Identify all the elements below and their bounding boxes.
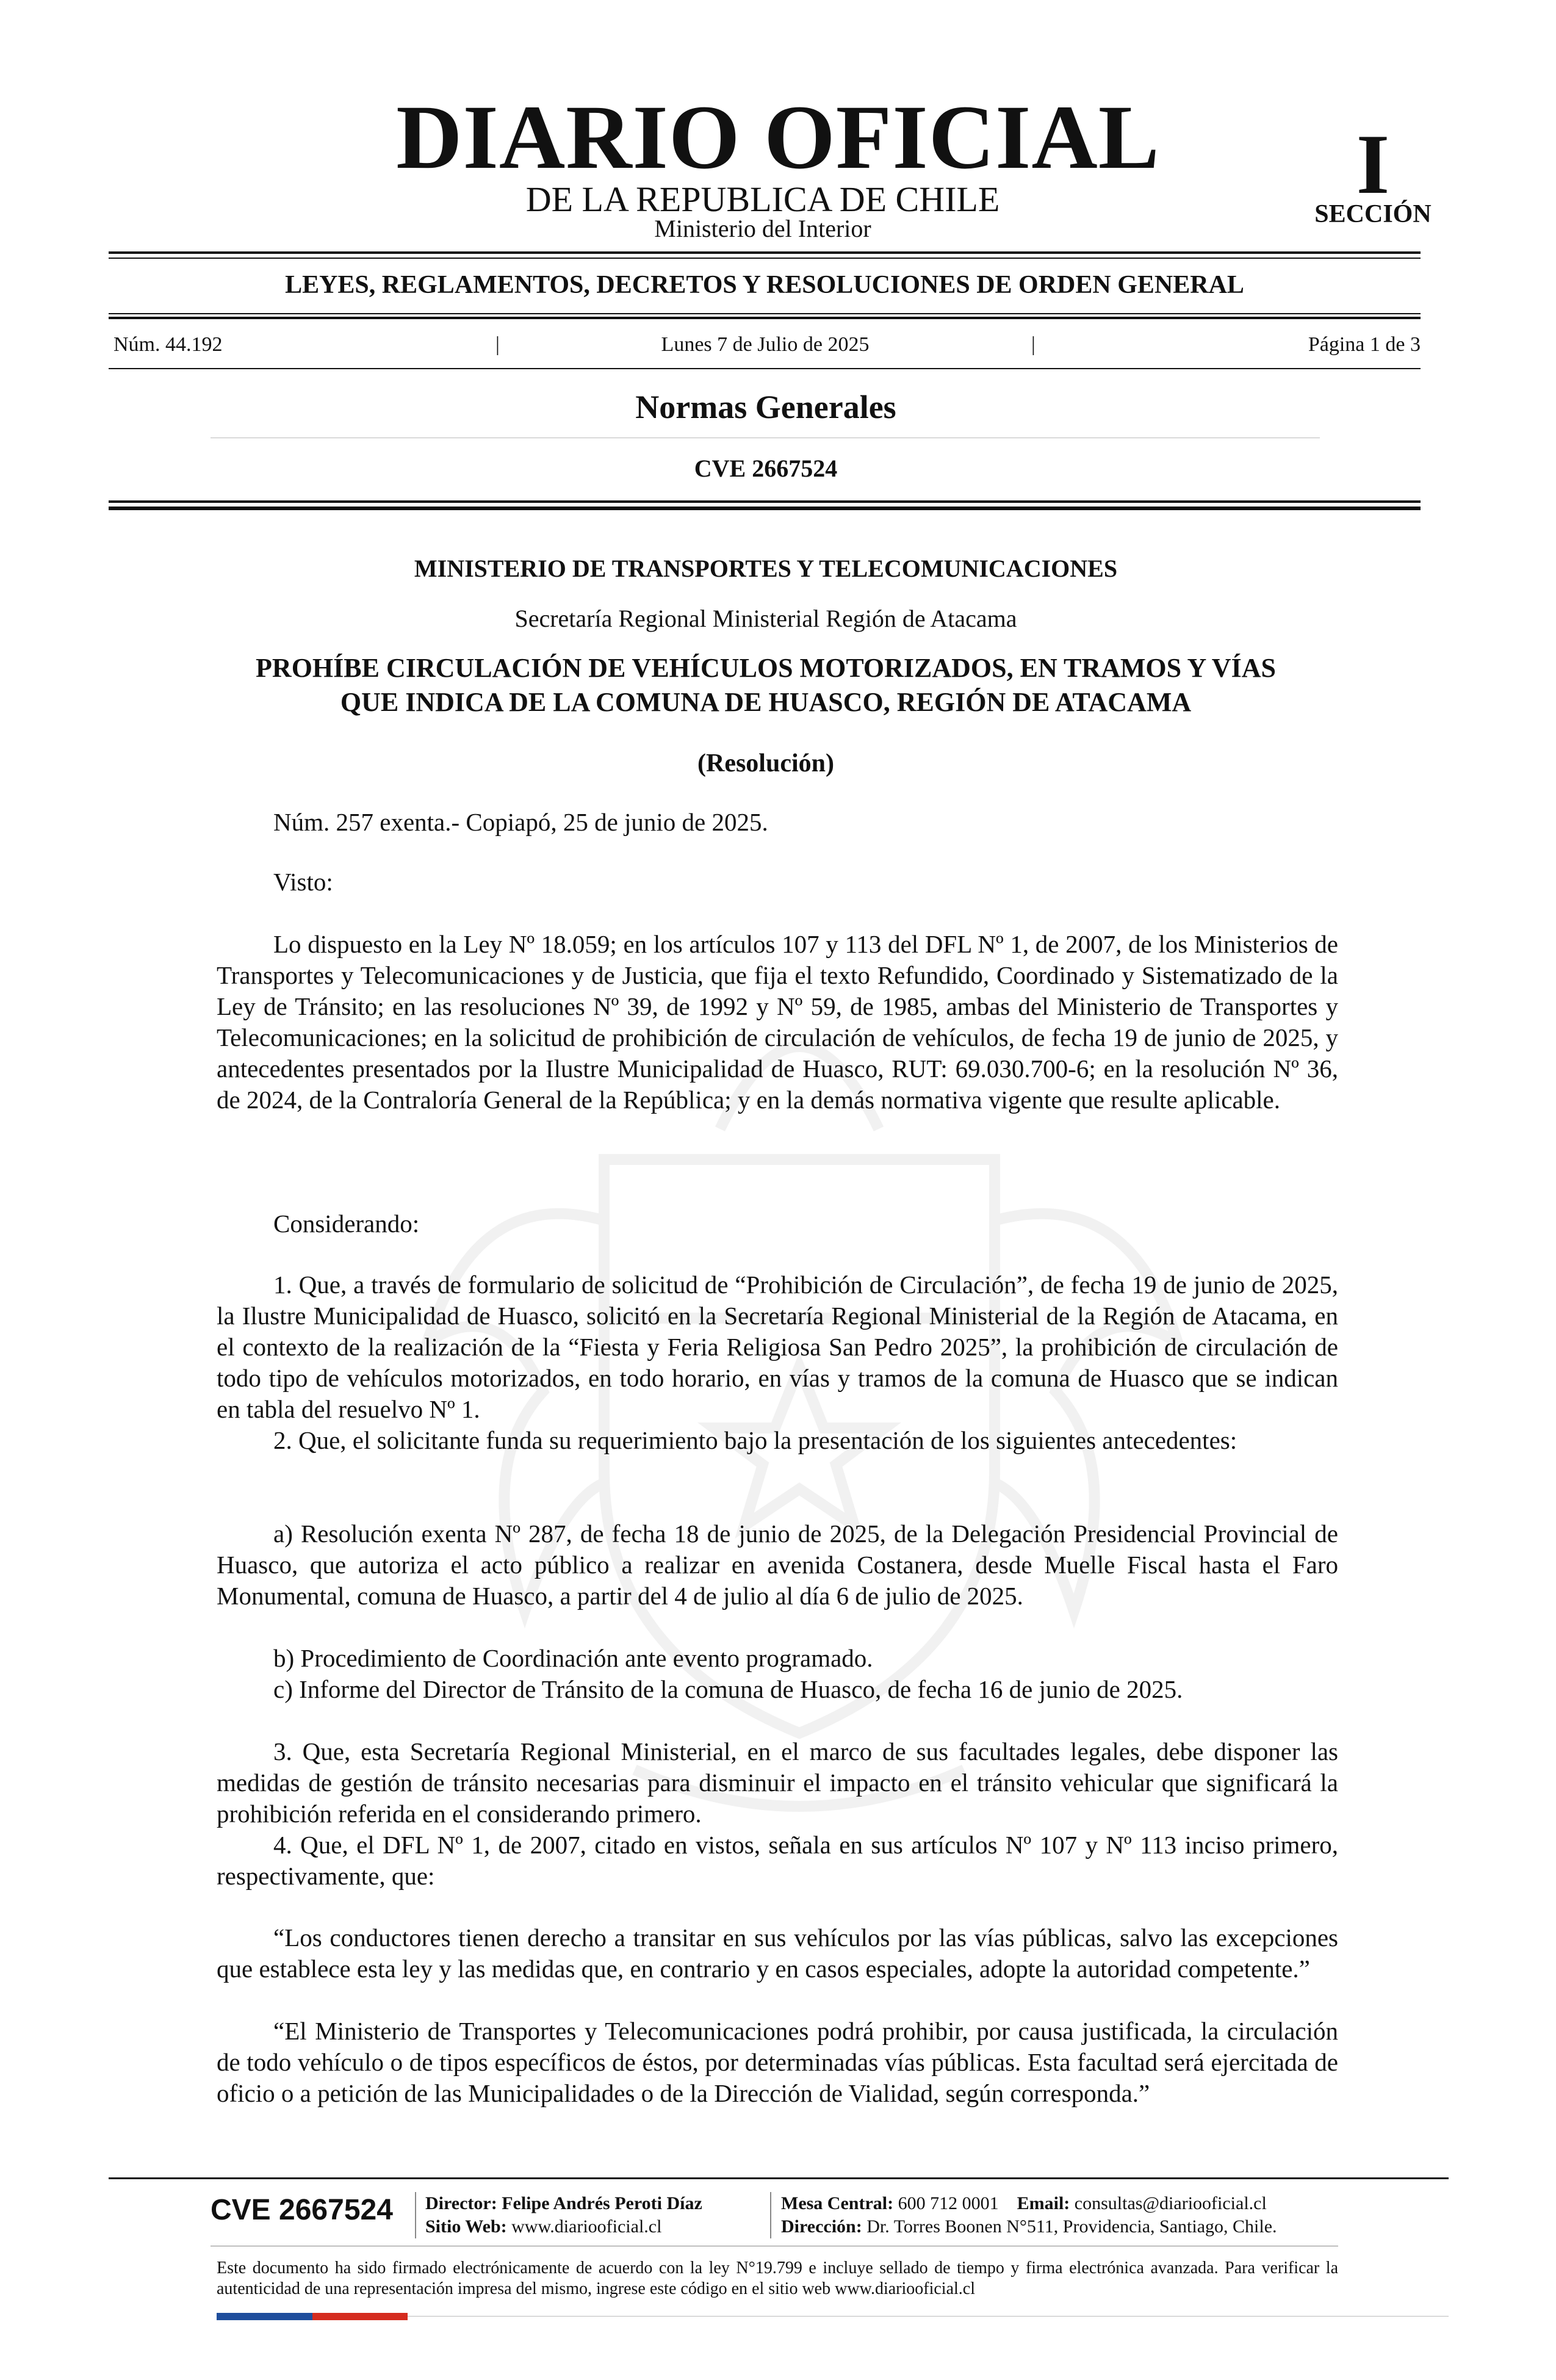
considerando-2a: a) Resolución exenta Nº 287, de fecha 18 de junio de 2025, de la Delegación Presidencial Provincial de Huasco, que autoriza el acto público a realizar en avenida Costanera, desde Muelle Fiscal hasta el Faro Monumental, comuna de Huasco, a partir del 4 de julio al día 6 de julio de 2025.	[217, 1520, 1338, 1610]
issue-page: Página 1 de 3	[1308, 333, 1421, 356]
considerando-label: Considerando:	[273, 1210, 420, 1238]
document-title: QUE INDICA DE LA COMUNA DE HUASCO, REGIÓN DE ATACAMA	[340, 687, 1192, 717]
footer-contact-right	[781, 2192, 1277, 2238]
visto-paragraph: Lo dispuesto en la Ley Nº 18.059; en los artículos 107 y 113 del DFL Nº 1, de 2007, de los Ministerios de Transportes y Telecomunicaciones y de Justicia, que fija el texto Refundido, Coordinado y Sistematizado de la Ley de Tránsito; en las resoluciones Nº 39, de 1992 y Nº 59, de 1985, ambas del Ministerio de Transportes y Telecomunicaciones; en la solicitud de prohibición de circulación de vehículos, de fecha 19 de junio de 2025, y antecedentes presentados por la Ilustre Municipalidad de Huasco, RUT: 69.030.700-6; en la resolución Nº 36, de 2024, de la Contraloría General de la República; y en la demás normativa vigente que resulte aplicable.	[217, 930, 1338, 1114]
footer-legal-notice: Este documento ha sido firmado electrónicamente de acuerdo con la ley N°19.799 e incluye sellado de tiempo y firma electrónica avanzada. Para verificar la autenticidad de una representación impresa del mismo, ingrese este código en el sitio web www.diariooficial.cl	[217, 2259, 1338, 2298]
header-rule	[109, 317, 1421, 319]
footer-cve-code: CVE 2667524	[211, 2194, 393, 2226]
document-type: (Resolución)	[697, 749, 834, 777]
issue-rule	[109, 368, 1421, 369]
footer-separator	[770, 2192, 771, 2238]
visto-label: Visto:	[273, 868, 333, 896]
director-label: Director:	[425, 2193, 497, 2213]
flag-color-bar	[217, 2313, 408, 2320]
issue-separator: |	[1031, 333, 1036, 356]
email-link[interactable]: consultas@diariooficial.cl	[1074, 2193, 1267, 2213]
considerando-1: 1. Que, a través de formulario de solicitud de “Prohibición de Circulación”, de fecha 19 de junio de 2025, la Ilustre Municipalidad de Huasco, solicitó en la Secretaría Regional Ministerial de la Región de Atacama, en el contexto de la realización de la “Fiesta y Feria Religiosa San Pedro 2025”, la prohibición de circulación de todo tipo de vehículos motorizados, en todo horario, en vías y tramos de la comuna de Huasco que se indican en tabla del resuelvo Nº 1.	[217, 1271, 1338, 1423]
phone-label: Mesa Central:	[781, 2193, 894, 2213]
footer-rule	[408, 2316, 1449, 2317]
considerando-2: 2. Que, el solicitante funda su requerimiento bajo la presentación de los siguientes antecedentes:	[273, 1426, 1237, 1454]
section-label: SECCIÓN	[1314, 200, 1432, 228]
footer-contact-left	[425, 2192, 702, 2238]
issuing-ministry: MINISTERIO DE TRANSPORTES Y TELECOMUNICACIONES	[414, 555, 1118, 582]
section-heading: LEYES, REGLAMENTOS, DECRETOS Y RESOLUCIONES DE ORDEN GENERAL	[285, 271, 1244, 299]
masthead-subtitle: DE LA REPUBLICA DE CHILE	[525, 179, 1000, 219]
issue-separator: |	[495, 333, 500, 356]
website-label: Sitio Web:	[425, 2216, 507, 2237]
document-title: PROHÍBE CIRCULACIÓN DE VEHÍCULOS MOTORIZADOS, EN TRAMOS Y VÍAS	[256, 653, 1276, 683]
issuing-secretaria: Secretaría Regional Ministerial Región de Atacama	[514, 605, 1017, 632]
category-heading: Normas Generales	[635, 389, 896, 425]
quote-article-113: “El Ministerio de Transportes y Telecomunicaciones podrá prohibir, por causa justificada, la circulación de todo vehículo o de tipos específicos de éstos, por determinadas vías públicas. Esta facultad será ejercitada de oficio o a petición de las Municipalidades o de la Dirección de Vialidad, según corresponda.”	[217, 2017, 1338, 2107]
considerando-2c: c) Informe del Director de Tránsito de la comuna de Huasco, de fecha 16 de junio de 2025.	[273, 1675, 1183, 1703]
masthead-ministry: Ministerio del Interior	[654, 215, 871, 242]
flag-blue-segment	[217, 2313, 312, 2320]
website-link[interactable]: www.diariooficial.cl	[511, 2216, 662, 2237]
phone-value: 600 712 0001	[898, 2193, 999, 2213]
cve-code: CVE 2667524	[694, 455, 838, 482]
header-rule	[109, 258, 1421, 259]
masthead-title: DIARIO OFICIAL	[396, 87, 1160, 188]
cve-rule	[109, 507, 1421, 510]
issue-number: Núm. 44.192	[113, 333, 223, 356]
considerando-3: 3. Que, esta Secretaría Regional Ministerial, en el marco de sus facultades legales, debe disponer las medidas de gestión de tránsito necesarias para disminuir el impacto en el tránsito vehicular que significará la prohibición referida en el considerando primero.	[217, 1737, 1338, 1828]
considerando-2b: b) Procedimiento de Coordinación ante evento programado.	[273, 1644, 873, 1672]
resolution-number: Núm. 257 exenta.- Copiapó, 25 de junio de 2025.	[273, 808, 768, 836]
cve-rule	[109, 500, 1421, 503]
email-label: Email:	[1017, 2193, 1070, 2213]
section-numeral: I	[1356, 117, 1390, 212]
footer-rule	[109, 2177, 1449, 2179]
address-label: Dirección:	[781, 2216, 862, 2237]
quote-article-107: “Los conductores tienen derecho a transitar en sus vehículos por las vías públicas, salvo las excepciones que establece esta ley y las medidas que, en contrario y en casos especiales, adopte la autoridad competente.”	[217, 1924, 1338, 1983]
considerando-4: 4. Que, el DFL Nº 1, de 2007, citado en vistos, señala en sus artículos Nº 107 y Nº 113 inciso primero, respectivamente, que:	[217, 1831, 1338, 1890]
header-rule	[109, 251, 1421, 254]
issue-date: Lunes 7 de Julio de 2025	[661, 333, 870, 356]
footer-separator	[415, 2192, 416, 2238]
director-name: Felipe Andrés Peroti Díaz	[502, 2193, 702, 2213]
header-rule	[109, 313, 1421, 314]
address-value: Dr. Torres Boonen N°511, Providencia, Santiago, Chile.	[866, 2216, 1277, 2237]
flag-red-segment	[312, 2313, 408, 2320]
